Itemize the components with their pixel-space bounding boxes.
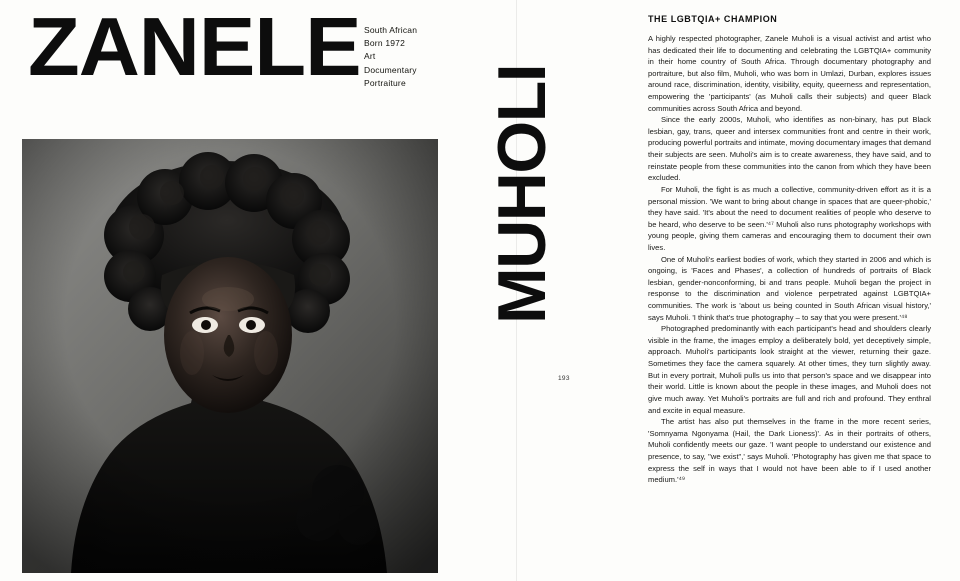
artist-metadata (364, 24, 417, 90)
paragraph: A highly respected photographer, Zanele Muholi is a visual activist and artist who has dedicated their life to documenting and celebrating the LGBTQIA+ community in their home country of South Africa. Through documentary photography and portraiture, but also film, Muholi, who was born in Umlazi, Durban, explores issues around race, discrimination, identity, visibility, equity, queerness and representation, empowering the 'participants' (as Muholi calls their subjects) and queer Black communities across South Africa and beyond. (648, 34, 931, 113)
paragraph: For Muholi, the fight is as much a collective, community-driven effort as it is a personal mission. 'We want to bring about change in spaces that are queer-phobic,' they have said. 'It's about the need to document realities of people who deserve to be heard, who deserve to be seen.'⁴⁷ Muholi also runs photography workshops with young people, giving them cameras and encouraging them to document their own lives. (648, 184, 931, 252)
vertical-page-title: MUHOLI (484, 64, 560, 324)
page-number: 193 (558, 375, 570, 382)
page-title: ZANELE (28, 0, 361, 93)
section-kicker: THE LGBTQIA+ CHAMPION (648, 14, 778, 24)
meta-line-field: Art (364, 51, 376, 62)
meta-line-genre-documentary: Documentary (364, 64, 417, 75)
right-page (484, 0, 960, 581)
meta-line-birth: Born 1972 (364, 38, 406, 49)
text-column (648, 14, 931, 486)
meta-line-nationality: South African (364, 25, 418, 35)
meta-line-genre-portraiture: Portraiture (364, 77, 406, 88)
vertical-title-holder (484, 4, 628, 324)
paragraph: One of Muholi's earliest bodies of work, which they started in 2006 and which is ongoing, is 'Faces and Phases', a collection of hundreds of portraits of Black lesbian, gender-nonconforming, bi and trans people. Muholi began the project in response to the discrimination and violence perpetrated against LGBTQIA+ communities. The work is 'about us being counted in South African visual history,' says Muholi. 'I think that's true photography – to say that you were present.'⁴⁸ (648, 254, 931, 322)
paragraph: Since the early 2000s, Muholi, who identifies as non-binary, has put Black lesbian, gay, trans, queer and intersex communities front and centre in their work, producing powerful portraits and intimate, moving documentary images that demand their subjects are seen. Muholi's aim is to create awareness, they have said, and to reinstate people from these communities into the canon from which they have been excluded. (648, 115, 931, 183)
page-gutter (516, 0, 517, 581)
body-text (648, 33, 931, 486)
zanele-muholi-self-portrait (22, 139, 438, 573)
paragraph: The artist has also put themselves in the frame in the more recent series, 'Somnyama Ngonyama (Hail, the Dark Lioness)'. As in their portraits of others, Muholi confidently meets our gaze. 'I want people to understand our existence and presence, to say, "we exist",' says Muholi. 'Photography has given me that space to express the self in ways that I would not have been able to if I used another medium.'⁴⁹ (648, 417, 931, 485)
paragraph: Photographed predominantly with each participant's head and shoulders clearly visible in the frame, the images employ a deliberately bold, yet deceptively simple, approach. Muholi's participants look straight at the viewer, returning their gaze. Sometimes they face the camera squarely. At other times, they turn slightly away. But in every portrait, Muholi pulls us into that person's space and we disappear into their world. Little is known about the people in these images, and Muholi does not give much away. Yet Muholi's portraits are full and rich and profound. They enthral and excite in equal measure. (648, 324, 931, 415)
